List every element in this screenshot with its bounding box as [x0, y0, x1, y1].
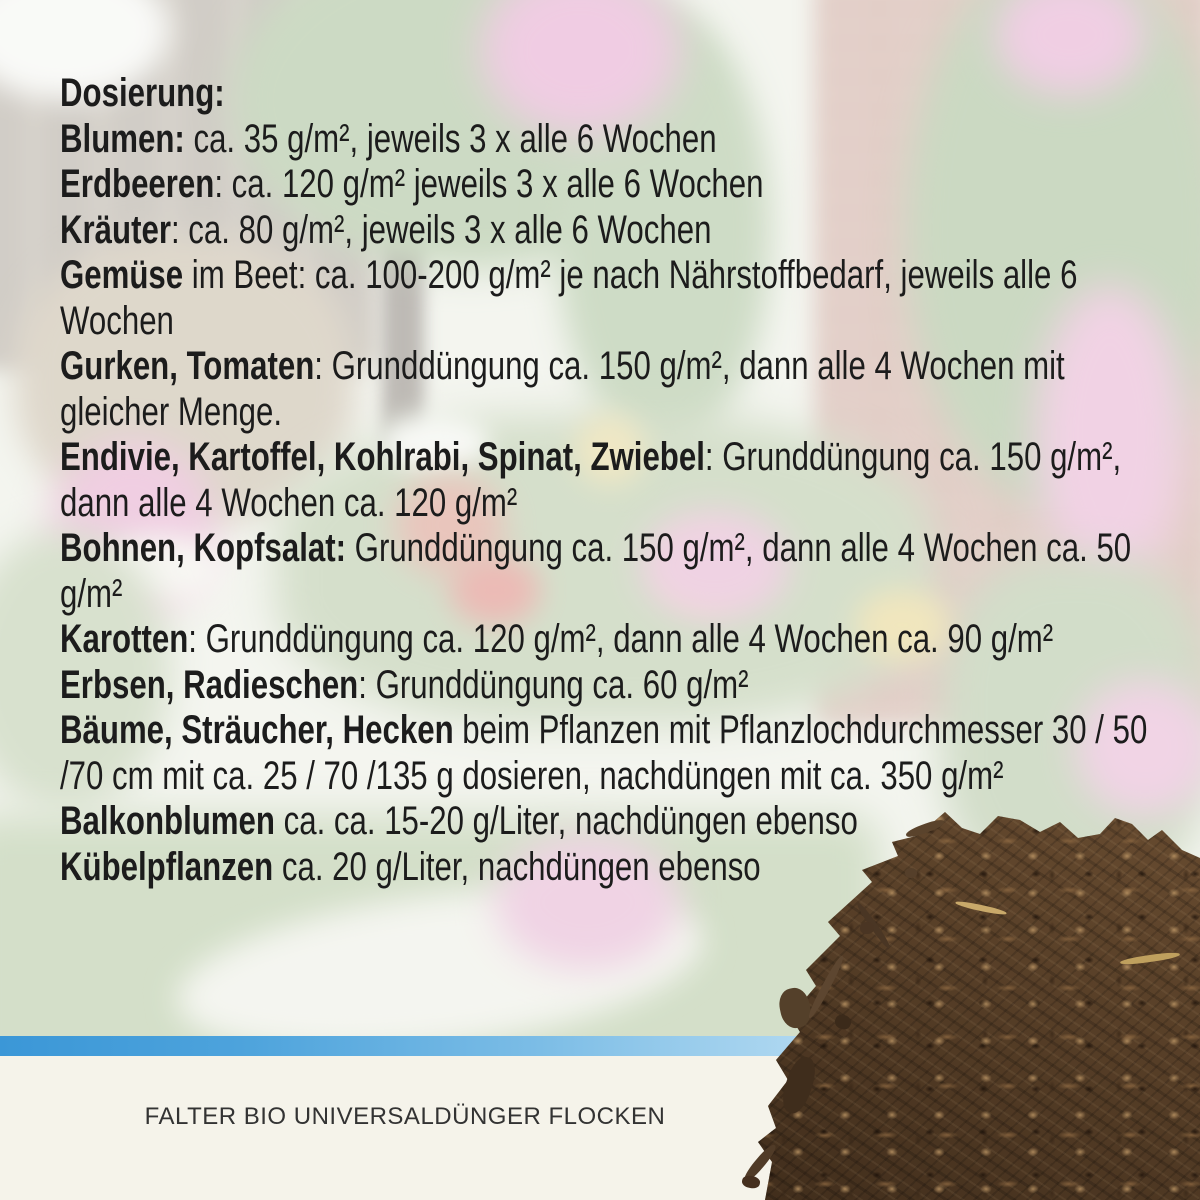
dosage-line-kuebelpflanzen: Kübelpflanzen ca. 20 g/Liter, nachdüngen ebenso: [60, 844, 761, 889]
dosage-line-balkonblumen: Balkonblumen ca. ca. 15-20 g/Liter, nachdüngen ebenso: [60, 799, 858, 843]
dosage-line-erbsen: Erbsen, Radieschen: Grunddüngung ca. 60 g/m²: [60, 662, 749, 707]
dosage-line-blumen: Blumen: ca. 35 g/m², jeweils 3 x alle 6 Wochen: [60, 116, 717, 161]
bark-speck: [741, 1175, 761, 1190]
dosage-line-baeume: Bäume, Sträucher, Hecken beim Pflanzen mit Pflanzlochdurchmesser 30 / 50 /70 cm mit ca. 25 / 70 /135 g dosieren, nachdüngen mit ca. 350 g/m²: [60, 708, 1148, 798]
dosage-line-gemuese: Gemüse im Beet: ca. 100-200 g/m² je nach Nährstoffbedarf, jeweils alle 6 Wochen: [60, 253, 1078, 343]
dosage-line-gurken-tomaten: Gurken, Tomaten: Grunddüngung ca. 150 g/m², dann alle 4 Wochen mit gleicher Menge.: [60, 344, 1065, 434]
product-caption: FALTER BIO UNIVERSALDÜNGER FLOCKEN: [144, 1103, 666, 1130]
dosage-line-endivie: Endivie, Kartoffel, Kohlrabi, Spinat, Zwiebel: Grunddüngung ca. 150 g/m², dann alle 4 Wochen ca. 120 g/m²: [60, 435, 1122, 525]
dosage-heading: Dosierung:: [60, 71, 225, 115]
dosage-line-kraeuter: Kräuter: ca. 80 g/m², jeweils 3 x alle 6 Wochen: [60, 207, 712, 252]
dosage-line-karotten: Karotten: Grunddüngung ca. 120 g/m², dann alle 4 Wochen ca. 90 g/m²: [60, 617, 1054, 661]
dosage-line-erdbeeren: Erdbeeren: ca. 120 g/m² jeweils 3 x alle 6 Wochen: [60, 162, 764, 206]
dosage-text-block: [60, 71, 1152, 890]
bark-speck: [860, 922, 874, 934]
dosage-line-bohnen: Bohnen, Kopfsalat: Grunddüngung ca. 150 g/m², dann alle 4 Wochen ca. 50 g/m²: [60, 526, 1132, 616]
